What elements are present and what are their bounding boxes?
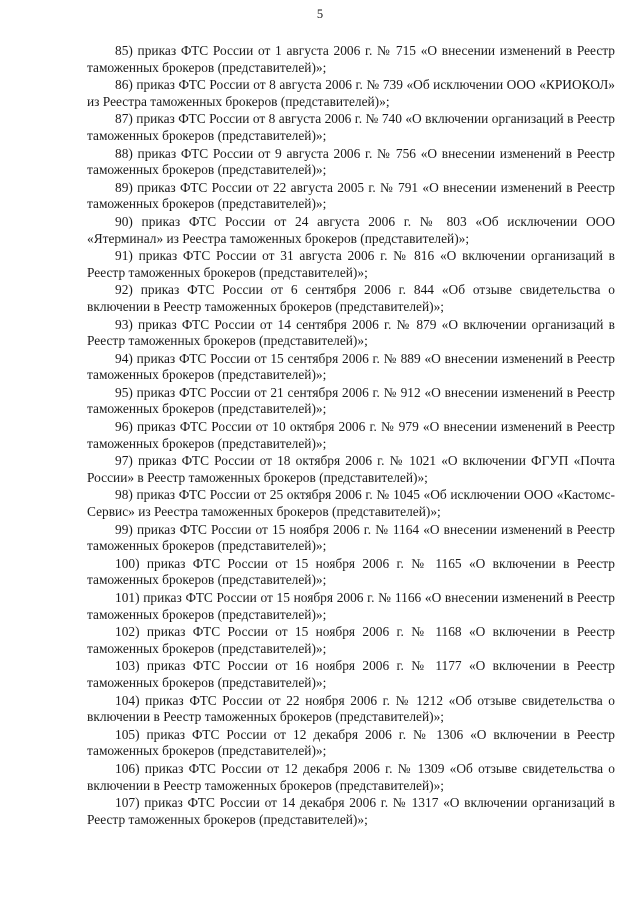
list-item: 89) приказ ФТС России от 22 августа 2005 г. № 791 «О внесении изменений в Реестр таможенных брокеров (представителей)»; (87, 179, 615, 212)
list-item: 96) приказ ФТС России от 10 октября 2006 г. № 979 «О внесении изменений в Реестр таможенных брокеров (представителей)»; (87, 419, 615, 451)
order-list (87, 43, 615, 829)
list-item: 103) приказ ФТС России от 16 ноября 2006 г. № 1177 «О включении в Реестр таможенных брокеров (представителей)»; (87, 658, 615, 690)
list-item: 97) приказ ФТС России от 18 октября 2006 г. № 1021 «О включении ФГУП «Почта России» в Реестр таможенных брокеров (представителей)»; (87, 453, 615, 485)
list-item: 93) приказ ФТС России от 14 сентября 2006 г. № 879 «О включении организаций в Реестр таможенных брокеров (представителей)»; (87, 316, 615, 349)
list-item: 88) приказ ФТС России от 9 августа 2006 г. № 756 «О внесении изменений в Реестр таможенных брокеров (представителей)»; (87, 145, 615, 178)
list-item: 101) приказ ФТС России от 15 ноября 2006 г. № 1166 «О внесении изменений в Реестр таможенных брокеров (представителей)»; (87, 590, 615, 622)
page-number: 5 (316, 7, 324, 21)
list-item: 104) приказ ФТС России от 22 ноября 2006 г. № 1212 «Об отзыве свидетельства о включении в Реестр таможенных брокеров (представителей)»; (87, 692, 615, 725)
list-item: 95) приказ ФТС России от 21 сентября 2006 г. № 912 «О внесении изменений в Реестр таможенных брокеров (представителей)»; (87, 384, 615, 417)
list-item: 94) приказ ФТС России от 15 сентября 2006 г. № 889 «О внесении изменений в Реестр таможенных брокеров (представителей)»; (87, 350, 615, 383)
list-item: 91) приказ ФТС России от 31 августа 2006 г. № 816 «О включении организаций в Реестр таможенных брокеров (представителей)»; (87, 248, 615, 280)
list-item: 86) приказ ФТС России от 8 августа 2006 г. № 739 «Об исключении ООО «КРИОКОЛ» из Реестра таможенных брокеров (представителей)»; (87, 77, 615, 109)
list-item: 107) приказ ФТС России от 14 декабря 2006 г. № 1317 «О включении организаций в Реестр таможенных брокеров (представителей)»; (87, 795, 615, 827)
list-item: 106) приказ ФТС России от 12 декабря 2006 г. № 1309 «Об отзыве свидетельства о включении в Реестр таможенных брокеров (представителей)»; (87, 760, 615, 793)
list-item: 85) приказ ФТС России от 1 августа 2006 г. № 715 «О внесении изменений в Реестр таможенных брокеров (представителей)»; (87, 43, 615, 75)
list-item: 90) приказ ФТС России от 24 августа 2006 г. № 803 «Об исключении ООО «Ятерминал» из Реестра таможенных брокеров (представителей)»; (87, 213, 615, 246)
list-item: 105) приказ ФТС России от 12 декабря 2006 г. № 1306 «О включении в Реестр таможенных брокеров (представителей)»; (87, 726, 615, 759)
list-item: 92) приказ ФТС России от 6 сентября 2006 г. 844 «Об отзыве свидетельства о включении в Реестр таможенных брокеров (представителей)»; (87, 282, 615, 314)
list-item: 99) приказ ФТС России от 15 ноября 2006 г. № 1164 «О внесении изменений в Реестр таможенных брокеров (представителей)»; (87, 521, 615, 554)
list-item: 87) приказ ФТС России от 8 августа 2006 г. № 740 «О включении организаций в Реестр таможенных брокеров (представителей)»; (87, 111, 615, 143)
list-item: 102) приказ ФТС России от 15 ноября 2006 г. № 1168 «О включении в Реестр таможенных брокеров (представителей)»; (87, 624, 615, 656)
list-item: 100) приказ ФТС России от 15 ноября 2006 г. № 1165 «О включении в Реестр таможенных брокеров (представителей)»; (87, 555, 615, 588)
list-item: 98) приказ ФТС России от 25 октября 2006 г. № 1045 «Об исключении ООО «Кастомс-Сервис» из Реестра таможенных брокеров (представителей)»; (87, 487, 615, 520)
